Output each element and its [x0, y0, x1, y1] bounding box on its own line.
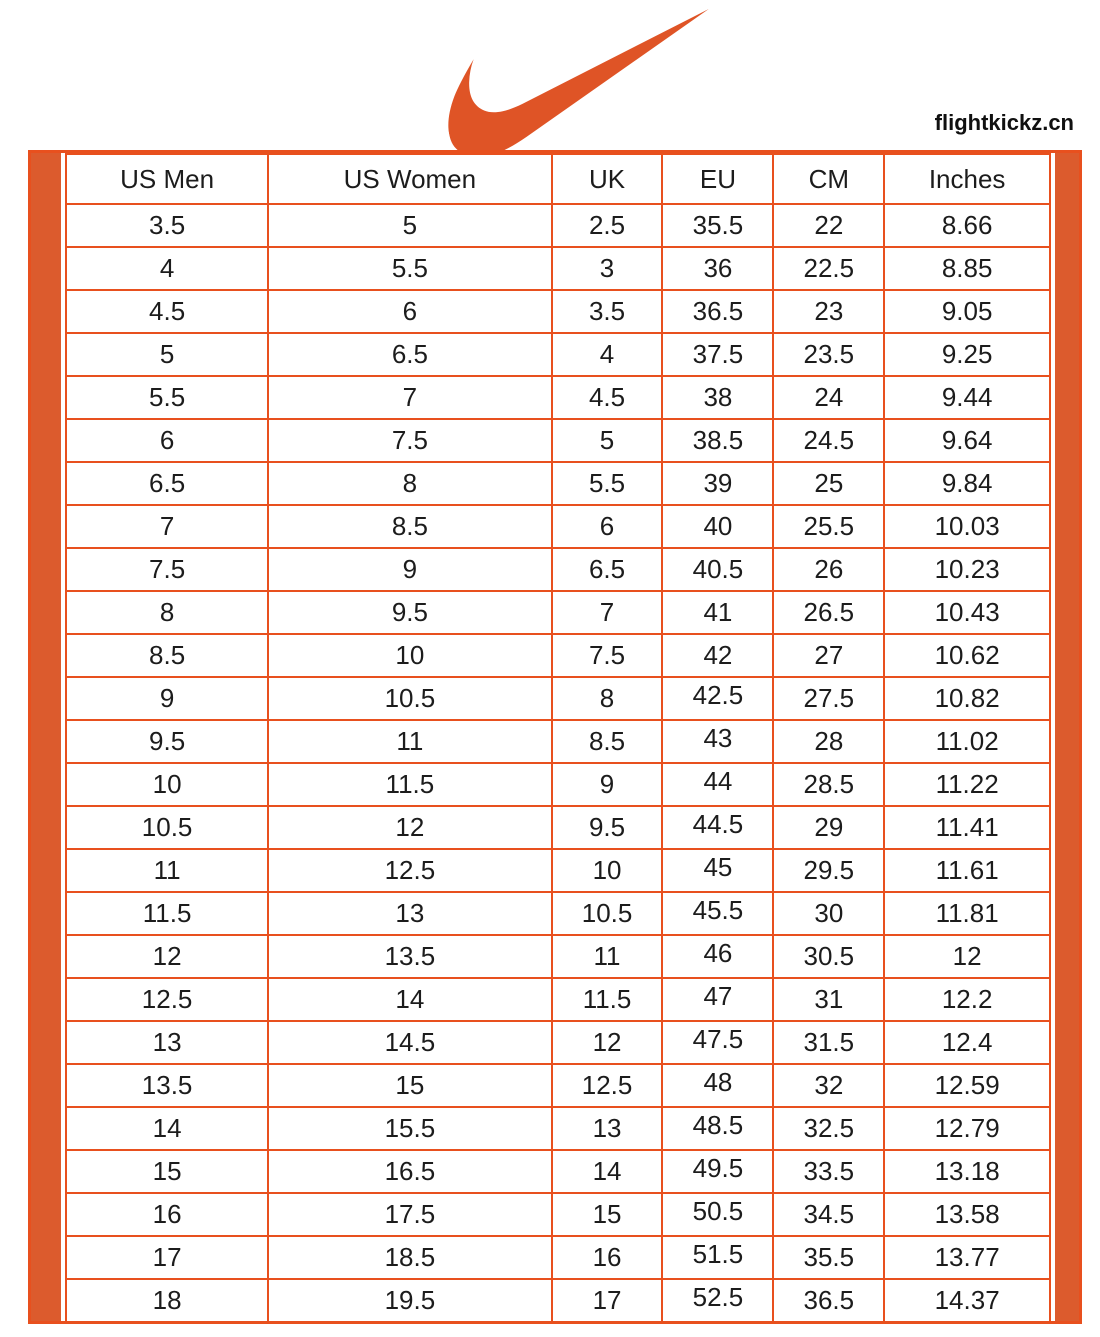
- cell: 45.5: [662, 892, 773, 935]
- cell: 12.4: [884, 1021, 1050, 1064]
- cell: 4: [552, 333, 663, 376]
- cell: 28.5: [773, 763, 884, 806]
- cell: 9.84: [884, 462, 1050, 505]
- cell: 44: [662, 763, 773, 806]
- cell: 7: [552, 591, 663, 634]
- cell: 6: [268, 290, 551, 333]
- column-header: US Women: [268, 154, 551, 204]
- cell: 43: [662, 720, 773, 763]
- cell: 16: [552, 1236, 663, 1279]
- header-row: [66, 154, 1050, 204]
- cell: 4.5: [552, 376, 663, 419]
- cell: 18.5: [268, 1236, 551, 1279]
- table-row: [66, 333, 1050, 376]
- cell: 12.59: [884, 1064, 1050, 1107]
- cell: 11.41: [884, 806, 1050, 849]
- cell: 32: [773, 1064, 884, 1107]
- cell: 11: [552, 935, 663, 978]
- cell: 9: [66, 677, 268, 720]
- cell: 38.5: [662, 419, 773, 462]
- table-row: [66, 290, 1050, 333]
- cell: 13: [66, 1021, 268, 1064]
- cell: 3: [552, 247, 663, 290]
- cell: 47.5: [662, 1021, 773, 1064]
- cell: 12.5: [268, 849, 551, 892]
- cell: 15.5: [268, 1107, 551, 1150]
- cell: 12: [884, 935, 1050, 978]
- right-accent-bar: [1055, 153, 1079, 1321]
- table-row: [66, 1193, 1050, 1236]
- cell: 11.5: [268, 763, 551, 806]
- cell: 11: [268, 720, 551, 763]
- cell: 30: [773, 892, 884, 935]
- nike-swoosh-logo: [434, 6, 730, 166]
- table-body: [66, 204, 1050, 1322]
- column-header: EU: [662, 154, 773, 204]
- cell: 15: [66, 1150, 268, 1193]
- cell: 14.5: [268, 1021, 551, 1064]
- cell: 12: [552, 1021, 663, 1064]
- cell: 42.5: [662, 677, 773, 720]
- table-row: [66, 634, 1050, 677]
- cell: 9.44: [884, 376, 1050, 419]
- cell: 14: [268, 978, 551, 1021]
- size-conversion-table: [65, 153, 1051, 1323]
- cell: 17: [552, 1279, 663, 1322]
- cell: 5.5: [268, 247, 551, 290]
- cell: 13.5: [268, 935, 551, 978]
- cell: 13.58: [884, 1193, 1050, 1236]
- cell: 3.5: [552, 290, 663, 333]
- table-row: [66, 892, 1050, 935]
- cell: 9.5: [66, 720, 268, 763]
- cell: 9: [268, 548, 551, 591]
- cell: 15: [268, 1064, 551, 1107]
- cell: 41: [662, 591, 773, 634]
- table-row: [66, 978, 1050, 1021]
- cell: 8.85: [884, 247, 1050, 290]
- cell: 11.81: [884, 892, 1050, 935]
- cell: 8.66: [884, 204, 1050, 247]
- cell: 14: [66, 1107, 268, 1150]
- cell: 7.5: [552, 634, 663, 677]
- table-row: [66, 247, 1050, 290]
- cell: 24.5: [773, 419, 884, 462]
- cell: 39: [662, 462, 773, 505]
- cell: 13: [552, 1107, 663, 1150]
- cell: 8.5: [268, 505, 551, 548]
- left-accent-bar: [31, 153, 61, 1321]
- column-header: Inches: [884, 154, 1050, 204]
- cell: 4: [66, 247, 268, 290]
- table-row: [66, 677, 1050, 720]
- table-row: [66, 720, 1050, 763]
- cell: 9.64: [884, 419, 1050, 462]
- cell: 48.5: [662, 1107, 773, 1150]
- cell: 10: [552, 849, 663, 892]
- cell: 7.5: [268, 419, 551, 462]
- cell: 46: [662, 935, 773, 978]
- cell: 11.61: [884, 849, 1050, 892]
- table-row: [66, 1064, 1050, 1107]
- cell: 3.5: [66, 204, 268, 247]
- cell: 10.43: [884, 591, 1050, 634]
- cell: 6.5: [552, 548, 663, 591]
- cell: 26: [773, 548, 884, 591]
- cell: 27: [773, 634, 884, 677]
- cell: 33.5: [773, 1150, 884, 1193]
- cell: 45: [662, 849, 773, 892]
- cell: 11.5: [66, 892, 268, 935]
- cell: 28: [773, 720, 884, 763]
- cell: 17: [66, 1236, 268, 1279]
- cell: 26.5: [773, 591, 884, 634]
- cell: 19.5: [268, 1279, 551, 1322]
- cell: 48: [662, 1064, 773, 1107]
- cell: 31: [773, 978, 884, 1021]
- cell: 12: [66, 935, 268, 978]
- cell: 29.5: [773, 849, 884, 892]
- cell: 5.5: [66, 376, 268, 419]
- cell: 22.5: [773, 247, 884, 290]
- cell: 9: [552, 763, 663, 806]
- cell: 25.5: [773, 505, 884, 548]
- cell: 35.5: [773, 1236, 884, 1279]
- cell: 10.5: [268, 677, 551, 720]
- cell: 2.5: [552, 204, 663, 247]
- cell: 40.5: [662, 548, 773, 591]
- cell: 30.5: [773, 935, 884, 978]
- cell: 10.23: [884, 548, 1050, 591]
- cell: 12: [268, 806, 551, 849]
- cell: 36.5: [662, 290, 773, 333]
- cell: 37.5: [662, 333, 773, 376]
- cell: 6: [552, 505, 663, 548]
- size-chart-frame: [28, 150, 1082, 1324]
- cell: 8: [66, 591, 268, 634]
- cell: 36: [662, 247, 773, 290]
- cell: 13: [268, 892, 551, 935]
- cell: 34.5: [773, 1193, 884, 1236]
- table-row: [66, 204, 1050, 247]
- cell: 18: [66, 1279, 268, 1322]
- cell: 40: [662, 505, 773, 548]
- table-row: [66, 1279, 1050, 1322]
- cell: 5: [268, 204, 551, 247]
- cell: 7.5: [66, 548, 268, 591]
- cell: 24: [773, 376, 884, 419]
- cell: 10.62: [884, 634, 1050, 677]
- cell: 27.5: [773, 677, 884, 720]
- cell: 4.5: [66, 290, 268, 333]
- cell: 15: [552, 1193, 663, 1236]
- cell: 17.5: [268, 1193, 551, 1236]
- table-row: [66, 763, 1050, 806]
- table-row: [66, 1150, 1050, 1193]
- cell: 6: [66, 419, 268, 462]
- cell: 9.5: [552, 806, 663, 849]
- cell: 12.5: [552, 1064, 663, 1107]
- cell: 29: [773, 806, 884, 849]
- cell: 10: [268, 634, 551, 677]
- table-row: [66, 548, 1050, 591]
- cell: 12.2: [884, 978, 1050, 1021]
- cell: 14: [552, 1150, 663, 1193]
- cell: 16.5: [268, 1150, 551, 1193]
- brand-watermark: flightkickz.cn: [934, 110, 1074, 135]
- cell: 11.5: [552, 978, 663, 1021]
- column-header: UK: [552, 154, 663, 204]
- cell: 9.25: [884, 333, 1050, 376]
- cell: 5.5: [552, 462, 663, 505]
- column-header: CM: [773, 154, 884, 204]
- cell: 32.5: [773, 1107, 884, 1150]
- cell: 5: [66, 333, 268, 376]
- cell: 44.5: [662, 806, 773, 849]
- cell: 10.03: [884, 505, 1050, 548]
- table-row: [66, 462, 1050, 505]
- cell: 51.5: [662, 1236, 773, 1279]
- cell: 12.5: [66, 978, 268, 1021]
- table-row: [66, 1021, 1050, 1064]
- cell: 25: [773, 462, 884, 505]
- cell: 8.5: [66, 634, 268, 677]
- cell: 36.5: [773, 1279, 884, 1322]
- table-row: [66, 1107, 1050, 1150]
- cell: 52.5: [662, 1279, 773, 1322]
- cell: 13.5: [66, 1064, 268, 1107]
- cell: 8.5: [552, 720, 663, 763]
- cell: 6.5: [268, 333, 551, 376]
- table-row: [66, 935, 1050, 978]
- cell: 13.77: [884, 1236, 1050, 1279]
- table-row: [66, 419, 1050, 462]
- cell: 6.5: [66, 462, 268, 505]
- cell: 11: [66, 849, 268, 892]
- table-row: [66, 1236, 1050, 1279]
- table-row: [66, 505, 1050, 548]
- cell: 14.37: [884, 1279, 1050, 1322]
- cell: 8: [552, 677, 663, 720]
- cell: 11.02: [884, 720, 1050, 763]
- cell: 10.5: [552, 892, 663, 935]
- cell: 10: [66, 763, 268, 806]
- cell: 8: [268, 462, 551, 505]
- cell: 38: [662, 376, 773, 419]
- cell: 42: [662, 634, 773, 677]
- cell: 11.22: [884, 763, 1050, 806]
- table-row: [66, 376, 1050, 419]
- cell: 16: [66, 1193, 268, 1236]
- cell: 12.79: [884, 1107, 1050, 1150]
- cell: 47: [662, 978, 773, 1021]
- cell: 7: [66, 505, 268, 548]
- table-row: [66, 591, 1050, 634]
- cell: 31.5: [773, 1021, 884, 1064]
- cell: 22: [773, 204, 884, 247]
- cell: 49.5: [662, 1150, 773, 1193]
- table-row: [66, 849, 1050, 892]
- cell: 9.05: [884, 290, 1050, 333]
- cell: 7: [268, 376, 551, 419]
- cell: 23: [773, 290, 884, 333]
- cell: 23.5: [773, 333, 884, 376]
- cell: 10.82: [884, 677, 1050, 720]
- cell: 10.5: [66, 806, 268, 849]
- cell: 5: [552, 419, 663, 462]
- nike-swoosh-icon: [434, 6, 730, 166]
- column-header: US Men: [66, 154, 268, 204]
- cell: 35.5: [662, 204, 773, 247]
- table-row: [66, 806, 1050, 849]
- cell: 9.5: [268, 591, 551, 634]
- cell: 13.18: [884, 1150, 1050, 1193]
- cell: 50.5: [662, 1193, 773, 1236]
- table-header: [66, 154, 1050, 204]
